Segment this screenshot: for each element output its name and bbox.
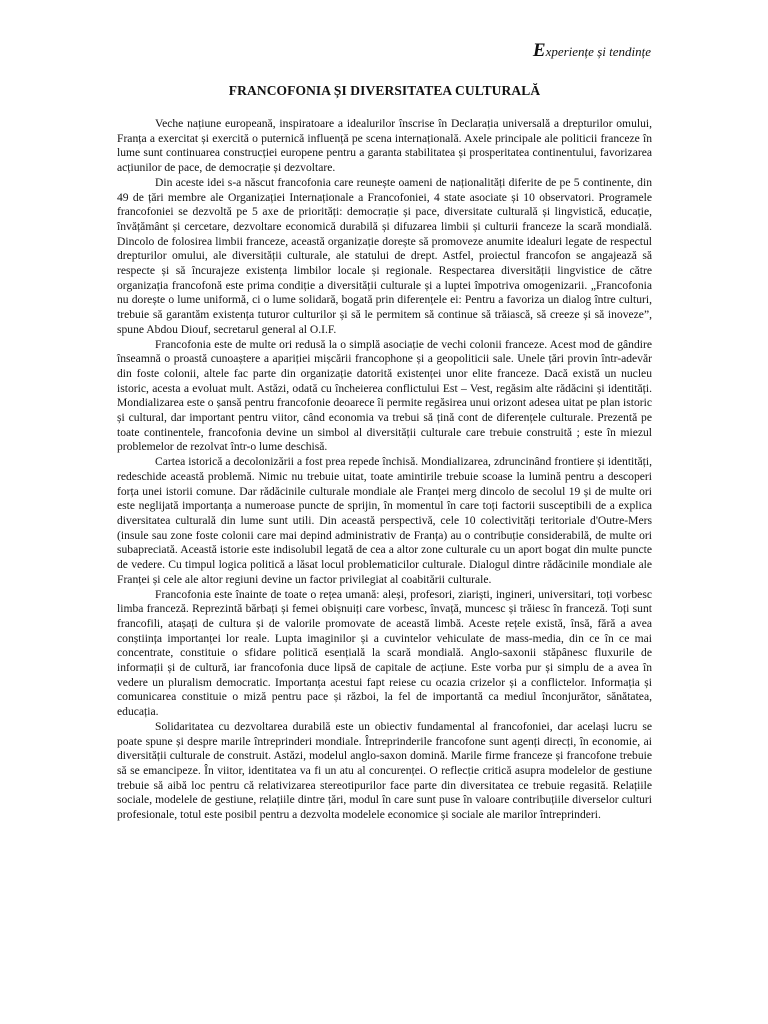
article-body [117,117,652,823]
article-title: FRANCOFONIA ȘI DIVERSITATEA CULTURALĂ [228,83,541,98]
running-header-initial: E [532,40,546,61]
paragraph: Din aceste idei s-a născut francofonia care reunește oameni de naționalități diferite de pe 5 continente, din 49 de țări membre ale Organizației Internaționale a Francofoniei, 4 state asociate și 10 observatori. Programele francofoniei se dezvoltă pe 5 axe de priorități: democrație și pace, diversitate culturală și lingvistică, educație, învățământ și cercetare, dezvoltare economică durabilă și difuzarea limbii și culturii franceze la scară mondială. Dincolo de folosirea limbii franceze, această organizație dorește să promoveze anumite idealuri legate de respectul drepturilor omului, ale diversității culturale, ale statului de drept. Astfel, proiectul francofon se angajează să respecte și să încurajeze existența limbilor locale și regionale. Respectarea diversității lingvistice de către organizația francofonă este prima condiție a diversității culturale și a luptei împotriva omogenizarii. „Francofonia nu dorește o lume uniformă, ci o lume solidară, bogată prin diferențele ei: Pentru a favoriza un dialog între culturi, trebuie să garantăm existența tuturor culturilor și să le permitem să continue să trăiască, să creeze și să inoveze”, spune Abdou Diouf, secretarul general al O.I.F. [117,175,652,336]
paragraph: Francofonia este de multe ori redusă la o simplă asociație de vechi colonii franceze. Acest mod de gândire înseamnă o proastă cunoaștere a apariției mișcării francophone și a geopoliticii sale. Unele țări provin într-adevăr din foste colonii, altele fac parte din organizație datorită existenței unor elite franceze. Dacă există un nucleu istoric, acesta a evoluat mult. Astăzi, odată cu încheierea conflictului Est – Vest, regăsim alte rădăcini și identități. Mondializarea este o șansă pentru francofonie deoarece îi permite regăsirea unui orizont adesea uitat pe plan istoric și cultural, dar important pentru viitor, când economia va trebui să țină cont de diferențele culturale. Prezentă pe toate continentele, francofonia devine un simbol al diversității culturale care trebuie construită ; este în miezul problemelor de rezolvat într-o lume deschisă. [117,337,653,454]
paragraph: Veche națiune europeană, inspiratoare a idealurilor înscrise în Declarația universală a drepturilor omului, Franța a exercitat și exercită o puternică influență pe scena internațională. Axele principale ale politicii franceze în lume sunt continuarea construcției europene pentru a garanta stabilitatea și prosperitatea continentului, favorizarea acțiunilor de pace, de democrație și dezvoltare. [117,117,652,175]
paragraph: Cartea istorică a decolonizării a fost prea repede închisă. Mondializarea, zdruncinând frontiere și identități, redeschide această problemă. Nimic nu trebuie uitat, toate amintirile trebuie scoase la lumină pentru a descoperi forța unei istorii comune. Dar rădăcinile culturale mondiale ale Franței merg dincolo de secolul 19 și de multe ori este neglijată importanța a numeroase puncte de sprijin, în momentul în care toți factorii susceptibili de a explica diversitatea culturală din lume sunt utili. Din această perspectivă, cele 10 colectivități teritoriale d'Outre-Mers (insule sau zone foste colonii care mai depind administrativ de Franța) au o contribuție considerabilă, de multe ori subapreciată. Această istorie este indisolubil legată de cea a altor zone culturale cu un aport bogat din multe puncte de vedere. Cu timpul logica politică a lăsat locul problematicilor culturale. Dialogul dintre rădăcinile mondiale ale Franței și cele ale altor regiuni devine un factor privilegiat al coabitării culturale. [117,455,652,586]
running-header [533,42,651,61]
paragraph: Francofonia este înainte de toate o rețea umană: aleși, profesori, ziariști, ingineri, universitari, toți vorbesc limba franceză. Reprezintă bărbați și femei obișnuiți care vorbesc, învață, muncesc și trăiesc în franceză. Toți sunt francofili, atașați de cultura și de valorile promovate de această limbă. Aceste rețele există, însă, fără a avea conștiința importanței lor reale. Lupta imaginilor și a cuvintelor vehiculate de mass-media, din ce în ce mai concentrate, constituie o sfidare politică esențială la scară mondială. Anglo-saxonii stăpânesc fluxurile de informații și de cultură, iar francofonia duce lipsă de capitale de acțiune. Este vorba pur și simplu de a avea în vedere un pluralism democratic. Importanța acestui fapt reiese cu ocazia crizelor și a conflictelor. Informația și comunicarea constituie o miză pentru pace și război, la fel de importantă ca mediul înconjurător, sănătatea, educația. [117,587,652,719]
running-header-text: xperiențe și tendințe [545,44,651,59]
paragraph: Solidaritatea cu dezvoltarea durabilă este un obiectiv fundamental al francofoniei, dar același lucru se poate spune și despre marile întreprinderi mondiale. Întreprinderile francofone sunt agenți direcți, în economie, ai diversității culturale de construit. Astăzi, modelul anglo-saxon domină. Marile firme franceze și francofone trebuie să se emancipeze. În viitor, identitatea va fi un atu al concurenței. O reflecție critică asupra modelelor de gestiune trebuie să aibă loc pentru că relativizarea stereotipurilor face parte din diversitatea ce trebuie regasită. Relațiile sociale, modelele de gestiune, relațiile dintre țări, modul în care sunt puse în valoare contribuțiile diverselor culturi profesionale, totul este posibil pentru a dezvolta modelele economice și sociale ale marilor întreprinderi. [117,719,652,822]
